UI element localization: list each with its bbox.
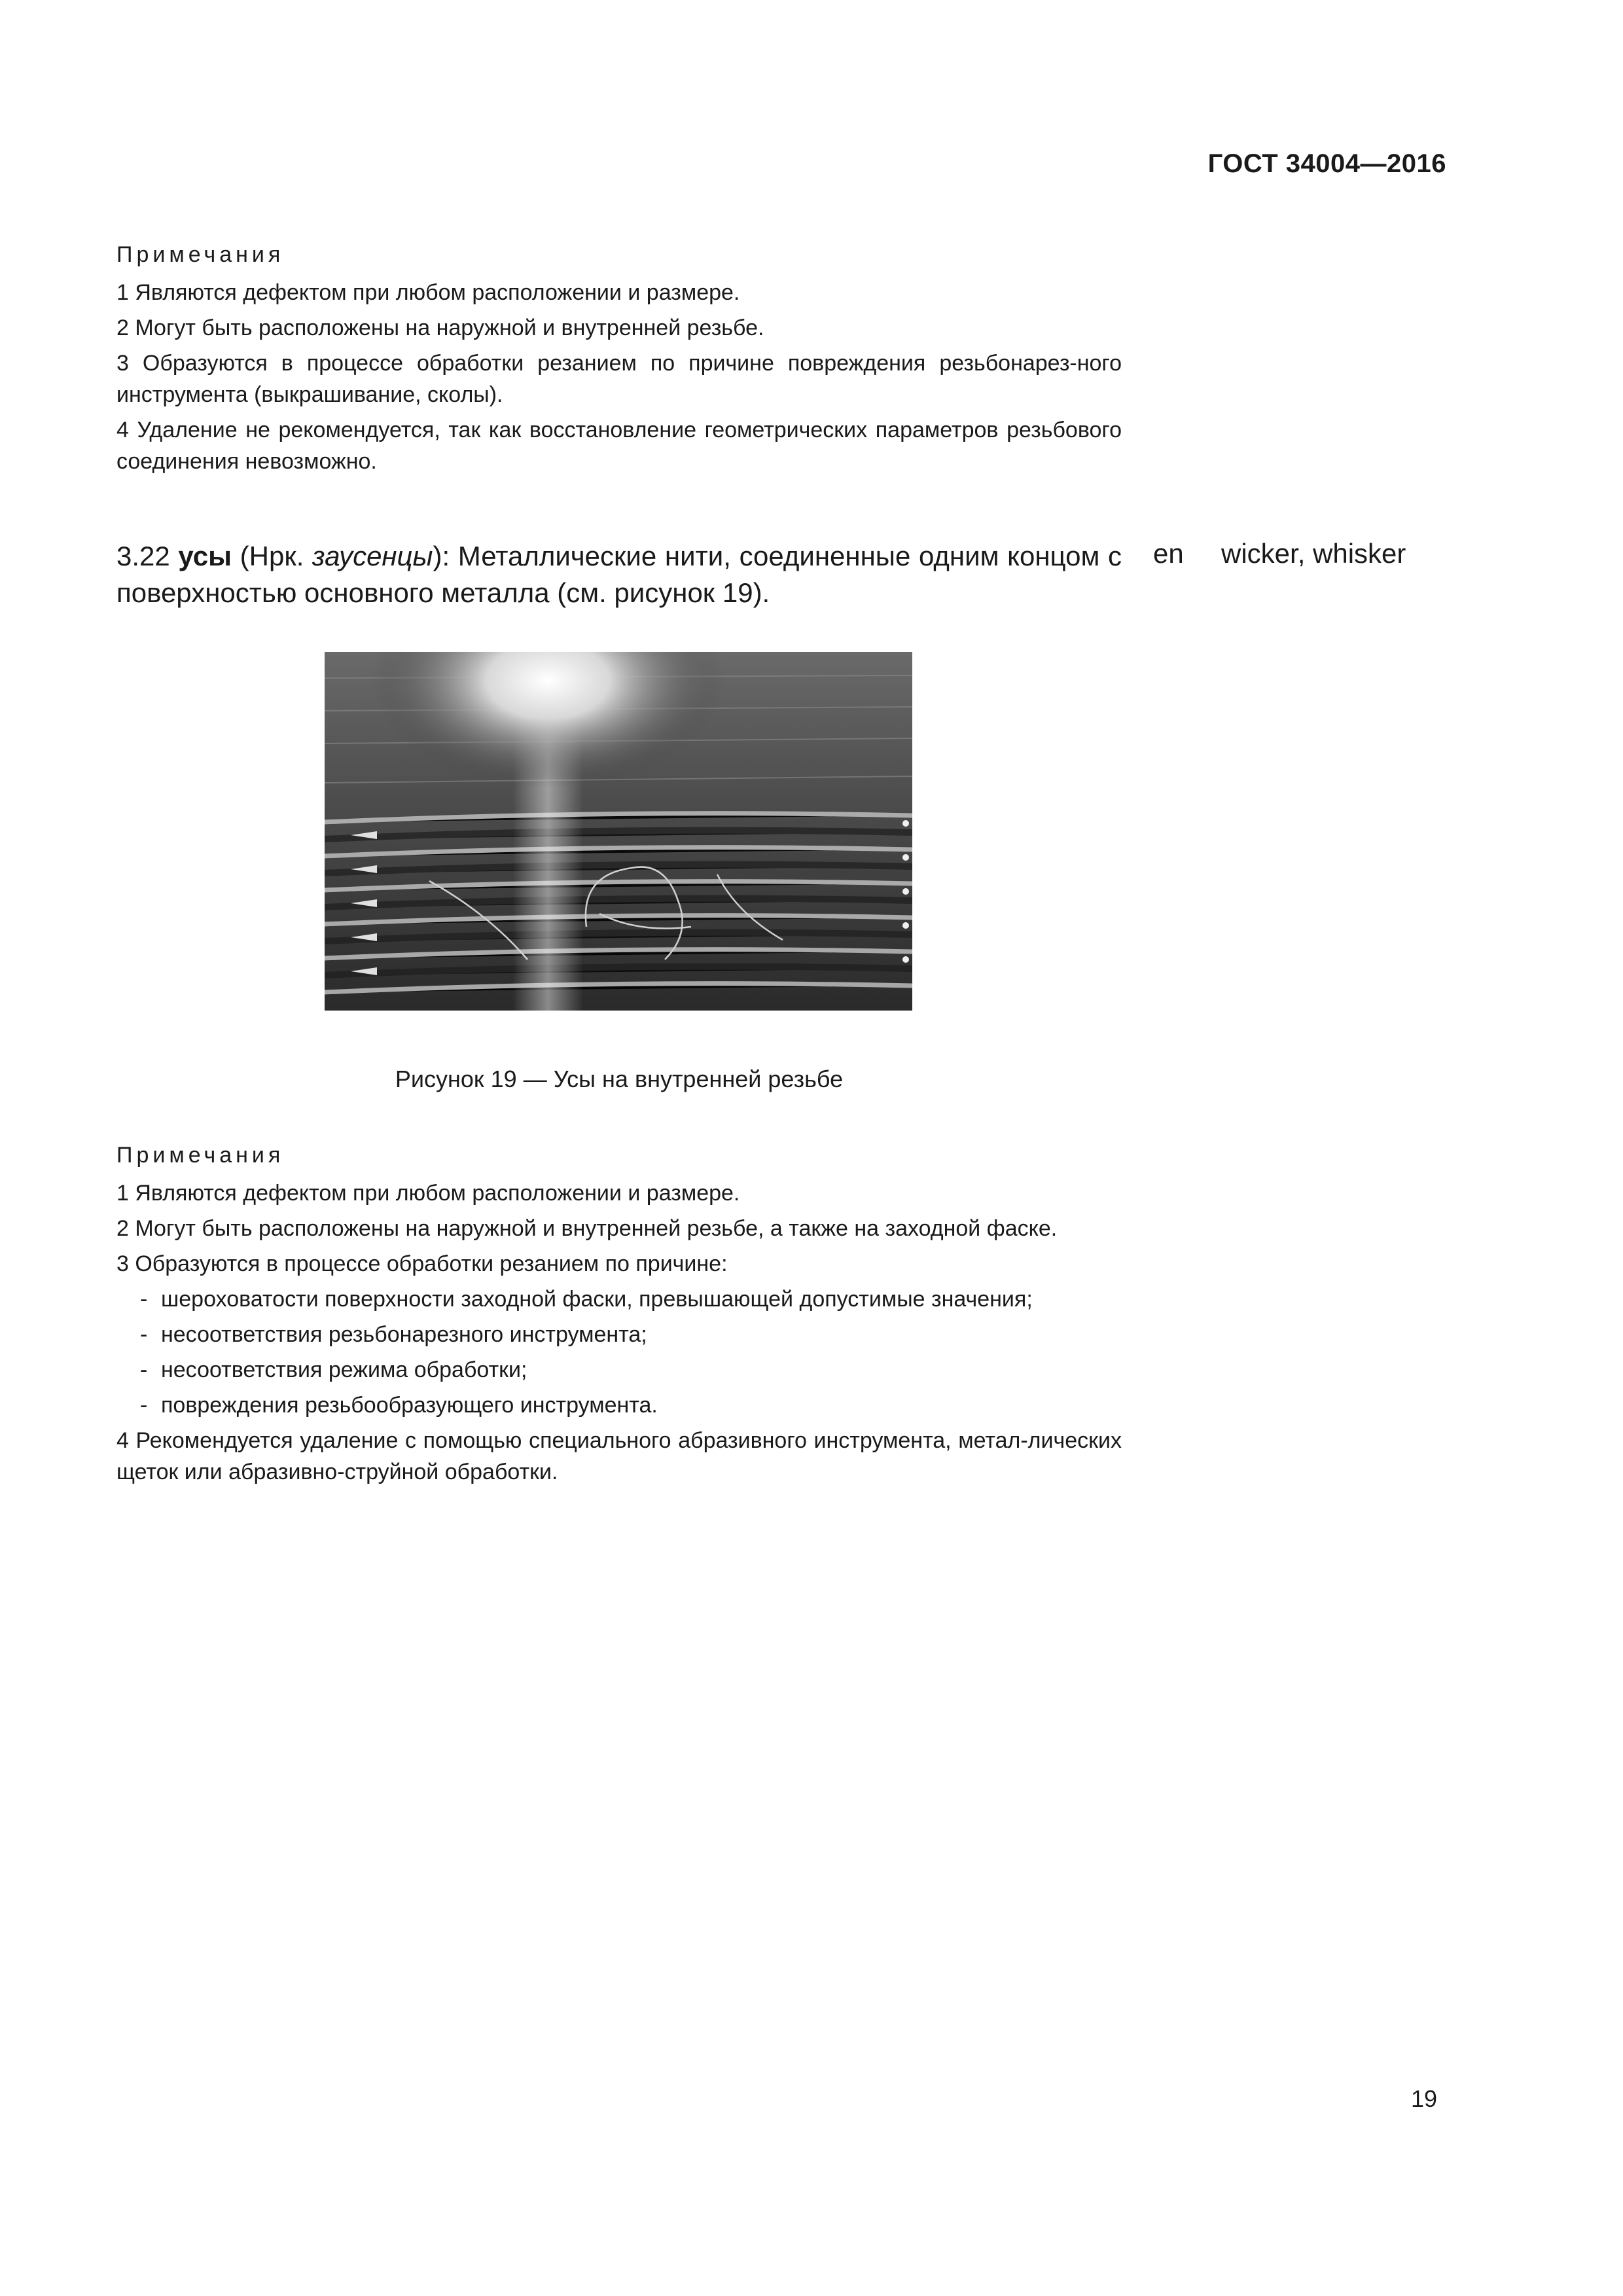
list-item-text: несоответствия резьбонарезного инструмента; bbox=[161, 1322, 647, 1347]
term-note-open: (Нрк. bbox=[240, 541, 304, 571]
list-dash: - bbox=[140, 1357, 148, 1382]
list-item bbox=[116, 1283, 1122, 1315]
notes-title: Примечания bbox=[116, 1143, 285, 1168]
list-item bbox=[116, 1354, 1122, 1386]
note-item: 3 Образуются в процессе обработки резанием по причине повреждения резьбонарез-ного инструмента (выкрашивание, сколы). bbox=[116, 351, 1122, 407]
note-item: 1 Являются дефектом при любом расположении и размере. bbox=[116, 280, 740, 305]
document-header: ГОСТ 34004—2016 bbox=[1207, 149, 1446, 178]
term-equivalent: wicker, whisker bbox=[1221, 538, 1406, 569]
term-language: en bbox=[1153, 538, 1184, 569]
figure-caption: Рисунок 19 — Усы на внутренней резьбе bbox=[395, 1066, 844, 1092]
list-dash: - bbox=[140, 1322, 148, 1347]
list-item bbox=[116, 1319, 1122, 1350]
list-item bbox=[116, 1390, 1122, 1421]
list-item-text: шероховатости поверхности заходной фаски, превышающей допустимые значения; bbox=[161, 1287, 1033, 1312]
whisker-thread-photo bbox=[325, 652, 912, 1011]
page-number: 19 bbox=[1410, 2085, 1437, 2112]
list-dash: - bbox=[140, 1287, 148, 1312]
note-item: 4 Удаление не рекомендуется, так как восстановление геометрических параметров резьбового соединения невозможно. bbox=[116, 418, 1122, 474]
note-item: 1 Являются дефектом при любом расположении и размере. bbox=[116, 1181, 740, 1206]
notes-bottom bbox=[116, 1143, 1122, 1492]
term-name: усы bbox=[178, 541, 232, 571]
note-item: 2 Могут быть расположены на наружной и внутренней резьбе, а также на заходной фаске. bbox=[116, 1216, 1058, 1241]
term-deprecated: заусенцы bbox=[312, 541, 433, 571]
notes-top bbox=[116, 242, 1122, 481]
note-item: 4 Рекомендуется удаление с помощью специального абразивного инструмента, метал-лических щеток или абразивно-струйной обработки. bbox=[116, 1428, 1122, 1484]
list-item-text: повреждения резьбообразующего инструмента. bbox=[161, 1393, 658, 1418]
list-dash: - bbox=[140, 1393, 148, 1418]
term-definition-text: ): Металлические нити, соединенные одним концом с поверхностью основного металла (см. рисунок 19). bbox=[116, 541, 1122, 608]
notes-title: Примечания bbox=[116, 242, 285, 267]
term-entry bbox=[116, 538, 1122, 611]
term-number: 3.22 bbox=[116, 541, 170, 571]
term-definition bbox=[116, 538, 1122, 611]
note-item: 2 Могут быть расположены на наружной и внутренней резьбе. bbox=[116, 315, 764, 340]
note-item: 3 Образуются в процессе обработки резанием по причине: bbox=[116, 1251, 728, 1276]
list-item-text: несоответствия режима обработки; bbox=[161, 1357, 527, 1382]
figure-photo bbox=[325, 652, 912, 1011]
